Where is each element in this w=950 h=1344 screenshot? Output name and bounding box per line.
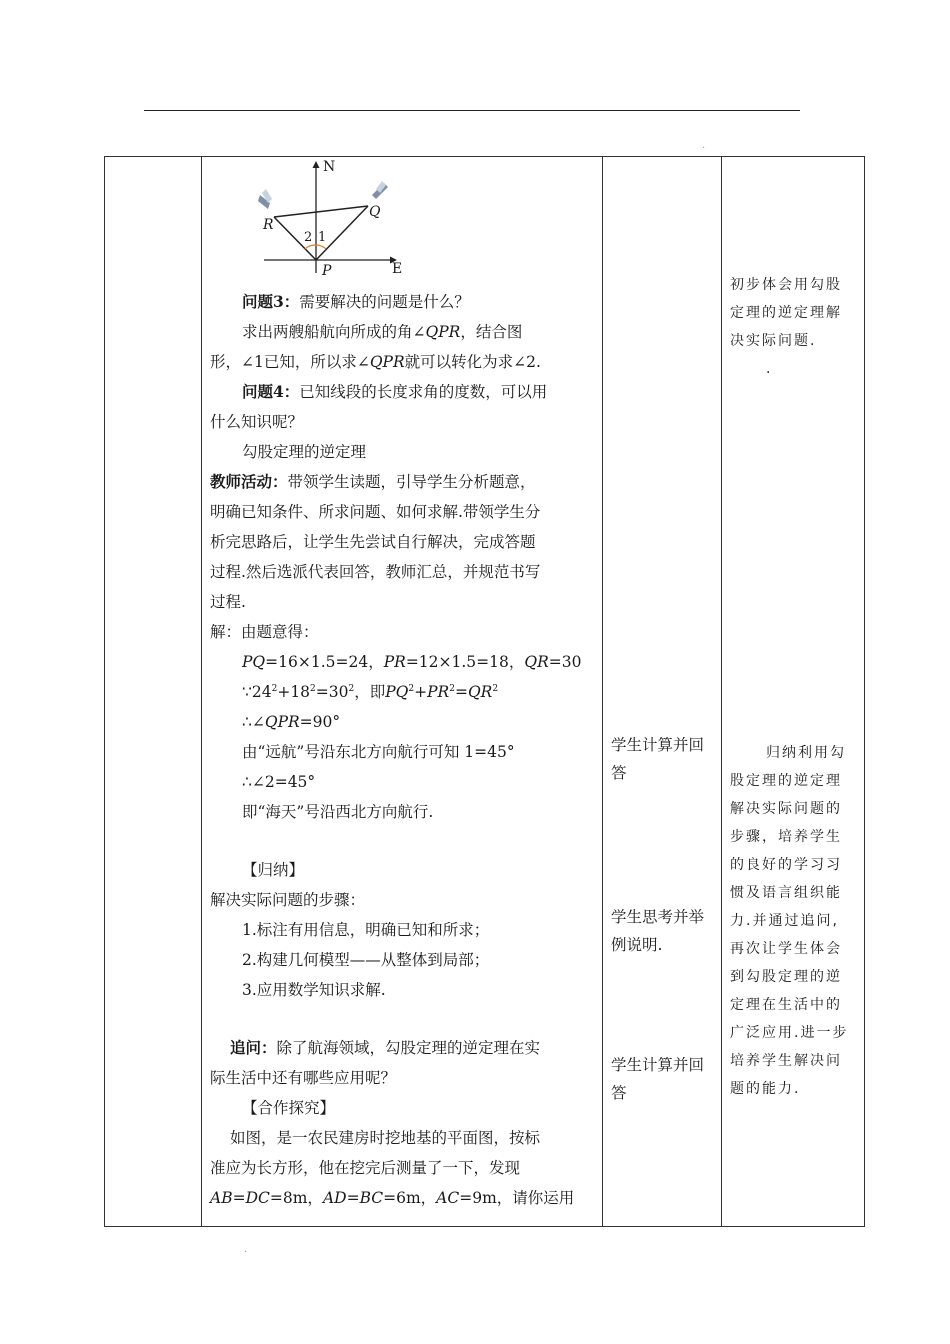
label-angle1: 1	[318, 230, 327, 245]
table-row	[105, 157, 865, 1227]
cooperation-line3: AB=DC=8m，AD=BC=6m，AC=9m，请你运用	[210, 1189, 575, 1207]
teacher-line4: 过程.然后选派代表回答，教师汇总，并规范书写	[210, 563, 541, 581]
solution-because: $\because 24^2+18^2=30^2$，即$PQ^2+PR^2=QR^2$	[242, 683, 499, 701]
summary-step-2: 2.构建几何模型——从整体到局部；	[242, 951, 490, 969]
footer-dot: .	[244, 1244, 248, 1255]
spacer	[210, 827, 594, 855]
content-cell	[202, 157, 603, 1227]
label-n: N	[323, 159, 336, 175]
north-arrow-icon	[313, 161, 320, 168]
angle2-arc	[305, 245, 316, 249]
angle1-arc	[316, 245, 326, 249]
header-rule	[144, 110, 800, 111]
summary-step-1: 1.标注有用信息，明确已知和所求；	[242, 921, 490, 939]
student-activity-3: 学生计算并回 答	[611, 1056, 705, 1102]
student-activity-2: 学生思考并举 例说明.	[611, 908, 705, 954]
summary-intro: 解决实际问题的步骤：	[210, 891, 366, 909]
answer-4: 勾股定理的逆定理	[242, 443, 367, 461]
solution-line4: 由“远航”号沿东北方向航行可知 1=45°	[242, 743, 515, 761]
question-4-line2: 什么知识呢？	[210, 413, 304, 431]
spacer	[210, 1005, 594, 1033]
label-p: P	[322, 263, 332, 279]
student-activity-1: 学生计算并回 答	[611, 736, 705, 782]
navigation-diagram	[250, 159, 410, 287]
label-e: E	[392, 261, 403, 277]
solution-intro: 解：由题意得：	[210, 623, 319, 641]
student-activity-cell	[603, 157, 722, 1227]
label-r: R	[263, 217, 274, 233]
teacher-activity: 教师活动：带领学生读题，引导学生分析题意，	[210, 472, 536, 491]
cooperation-line1: 如图，是一农民建房时挖地基的平面图，按标	[230, 1129, 541, 1147]
question-4: 问题4：已知线段的长度求角的度数，可以用	[242, 382, 548, 401]
ship-r-icon	[258, 189, 272, 209]
teacher-line3: 析完思路后，让学生先尝试自行解决，完成答题	[210, 533, 536, 551]
lesson-table	[104, 156, 865, 1227]
corner-dot: .	[702, 140, 706, 151]
answer-3-line2: 形，∠1已知，所以求∠QPR就可以转化为求∠2.	[210, 353, 541, 371]
summary-step-3: 3.应用数学知识求解.	[242, 981, 386, 999]
solution-line5: ∴∠2=45°	[242, 773, 316, 791]
solution-therefore: ∴∠QPR=90°	[242, 713, 341, 731]
answer-3-line1: 求出两艘船航向所成的角∠QPR，结合图	[242, 323, 523, 341]
follow-up-question: 追问：除了航海领域，勾股定理的逆定理在实	[230, 1038, 541, 1057]
teacher-line2: 明确已知条件、所求问题、如何求解.带领学生分	[210, 503, 541, 521]
ship-q-icon	[372, 181, 388, 199]
teacher-line5: 过程.	[210, 593, 246, 611]
solution-line6: 即“海天”号沿西北方向航行.	[242, 803, 434, 821]
label-q: Q	[369, 204, 381, 220]
summary-title: 【归纳】	[242, 861, 305, 879]
solution-lengths: PQ=16×1.5=24，PR=12×1.5=18，QR=30	[242, 653, 582, 671]
design-intent-cell	[722, 157, 865, 1227]
label-angle2: 2	[304, 230, 313, 245]
cooperation-line2: 准应为长方形，他在挖完后测量了一下，发现	[210, 1159, 521, 1177]
stage-cell	[105, 157, 202, 1227]
follow-up-line2: 际生活中还有哪些应用呢？	[210, 1069, 397, 1087]
cooperation-title: 【合作探究】	[242, 1099, 336, 1117]
question-3: 问题3：需要解决的问题是什么？	[242, 292, 470, 311]
segment-rq	[274, 206, 368, 217]
design-intent-1: 初步体会用勾股 定理的逆定理解 决实际问题. .	[730, 277, 842, 377]
design-intent-2: 归纳利用勾 股定理的逆定理 解决实际问题的 步骤，培养学生 的良好的学习习 惯及语言组织能 力.并通过追问, 再次让学生体会 到勾股定理的逆 定理在生活中的 广泛应用.进一步 培养学生解决问 题的能力.	[730, 745, 849, 1097]
